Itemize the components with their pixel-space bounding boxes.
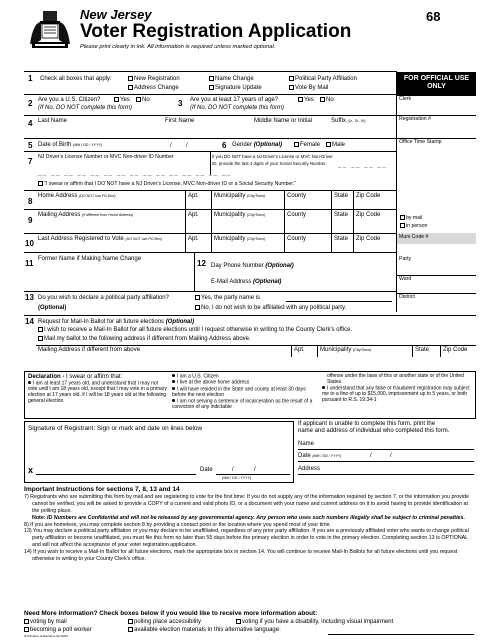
- official-district: District: [399, 294, 415, 300]
- mail-in-alt-address[interactable]: Mail my ballot to the following address if different from Mailing Address above.: [38, 336, 251, 343]
- declaration-col-2: I am a U.S. Citizen I live at the above home address I will have resided in the State and county at least 30 days before the next election I am not serving a sentence of incarceration as the result of a conviction of any indictable: [172, 373, 313, 410]
- mail-in-title: Request for Mail-In Ballot for all future elections (Optional): [38, 319, 195, 325]
- home-county-field[interactable]: County: [287, 193, 307, 199]
- gender-female[interactable]: Female: [294, 142, 320, 149]
- home-muni-field[interactable]: Municipality (City/Town): [214, 193, 266, 199]
- license-label: NJ Driver's License Number or MVC Non-driver ID Number: [38, 154, 174, 160]
- mailing-state-field[interactable]: State: [334, 212, 349, 218]
- ssn-note-1: If you DO NOT have a NJ Driver's License or MVC Non-Driver: [212, 154, 333, 159]
- home-apt-field[interactable]: Apt.: [188, 193, 199, 199]
- citizen-label: Are you a U.S. Citizen?: [38, 97, 101, 103]
- last-apt-field[interactable]: Apt.: [188, 236, 199, 242]
- mail-in-zip-field[interactable]: Zip Code: [443, 347, 468, 353]
- section-7-number: 7: [28, 157, 33, 166]
- helper-note-2: name and address of individual who completed this form.: [298, 428, 450, 434]
- party-no[interactable]: No, I do not wish to be affiliated with any political party.: [195, 305, 346, 312]
- official-registration: Registration #: [399, 116, 432, 122]
- state-seal: [26, 8, 74, 50]
- official-use-title: FOR OFFICIAL USE ONLY: [397, 72, 476, 96]
- gender-field: Gender (Optional): [232, 142, 283, 148]
- party-optional: (Optional): [38, 305, 67, 311]
- middle-name-field[interactable]: Middle Name or Initial: [254, 118, 313, 124]
- section-12-number: 12: [197, 259, 206, 268]
- license-number-field[interactable]: __ __ __ __ __ __ __ __ __ __ __ __ __ __ __: [38, 170, 232, 176]
- dob-field[interactable]: Date of Birth (MM / DD / YYYY): [38, 142, 103, 148]
- mail-in-address-field[interactable]: Mailing Address if different from above: [38, 347, 140, 353]
- section-1-label: Check all boxes that apply:: [40, 76, 112, 82]
- official-ward: Ward: [399, 276, 412, 282]
- home-address-field[interactable]: Home Address (DO NOT use PO Box): [38, 193, 116, 199]
- section-4-number: 4: [28, 119, 33, 128]
- declaration-col-3: offense under the laws of this or another state or of the United States. I understand that any false or fraudulent registration may subject me to a fine of up to $15,000, imprisonment up to 5 years, or both pursuant to R.S. 19:34-1: [322, 373, 470, 403]
- home-zip-field[interactable]: Zip Code: [356, 193, 381, 199]
- form-number: 68: [426, 9, 441, 24]
- option-party-affiliation[interactable]: Political Party Affiliation: [289, 76, 357, 83]
- section-6-number: 6: [222, 141, 227, 150]
- header-instruction: Please print clearly in ink. All information is required unless marked optional.: [80, 44, 276, 50]
- last-county-field[interactable]: County: [287, 236, 307, 242]
- more-info-title: Need More Information? Check boxes below if you would like to receive more information about:: [24, 610, 318, 617]
- section-11-number: 11: [25, 259, 34, 268]
- mailing-apt-field[interactable]: Apt.: [188, 212, 199, 218]
- citizen-note: (If No, DO NOT complete this form): [38, 105, 133, 111]
- age-no[interactable]: No: [320, 97, 334, 104]
- first-name-field[interactable]: First Name: [165, 118, 195, 124]
- official-by-mail[interactable]: by mail: [400, 215, 422, 222]
- info-poll-worker[interactable]: becoming a poll worker: [24, 627, 92, 634]
- option-vote-by-mail[interactable]: Vote By Mail: [289, 85, 328, 92]
- official-in-person[interactable]: in person: [400, 223, 427, 230]
- citizen-no[interactable]: No: [136, 97, 150, 104]
- section-8-number: 8: [28, 197, 33, 206]
- info-alt-language[interactable]: available election materials in this alternative language:: [128, 627, 281, 634]
- signature-date-line[interactable]: [216, 474, 290, 475]
- ssn-field[interactable]: __ __ __ __: [338, 162, 388, 168]
- section-1-number: 1: [28, 74, 33, 83]
- option-address-change[interactable]: Address Change: [128, 85, 179, 92]
- official-muni-code: Muni Code #: [397, 233, 476, 244]
- home-state-field[interactable]: State: [334, 193, 349, 199]
- age-label: Are you at least 17 years of age?: [190, 97, 279, 103]
- mail-in-muni-field[interactable]: Municipality (City/Town): [320, 347, 372, 353]
- age-yes[interactable]: Yes: [298, 97, 314, 104]
- signature-date: Date: [200, 467, 213, 473]
- mail-in-all-elections[interactable]: I wish to receive a Mail-In Ballot for all future elections until I request otherwise in writing to the County Clerk's office.: [38, 327, 352, 334]
- section-10-number: 10: [25, 239, 34, 248]
- mail-in-apt-field[interactable]: Apt.: [294, 347, 305, 353]
- page-title: Voter Registration Application: [80, 21, 352, 42]
- section-9-number: 9: [28, 216, 33, 225]
- official-clerk: Clerk: [399, 96, 412, 102]
- form-footer: NJ Division of Elections 01/12/09: [24, 634, 68, 638]
- last-address-field[interactable]: Last Address Registered to Vote (DO NOT use PO Box): [38, 236, 162, 242]
- last-zip-field[interactable]: Zip Code: [356, 236, 381, 242]
- section-5-number: 5: [28, 141, 33, 150]
- official-party: Party: [399, 256, 412, 262]
- mailing-address-field[interactable]: Mailing Address (If different from Home Address): [38, 212, 134, 218]
- option-name-change[interactable]: Name Change: [209, 76, 254, 83]
- age-note: (If No, DO NOT complete this form): [190, 105, 285, 111]
- party-yes[interactable]: Yes, the party name is: [195, 295, 260, 302]
- former-name-field[interactable]: Former Name if Making Name Change: [38, 256, 142, 262]
- section-3-number: 3: [178, 99, 183, 108]
- email-field[interactable]: E-Mail Address (Optional): [211, 279, 282, 285]
- instructions-body: 7) Registrants who are submitting this form by mail and are registering to vote for the first time: If you do not supply any of the information required by section 7, or the information you provide cannot be verified, you will be asked to provide a COPY of a current and valid photo ID, or a document with your name and current address on it to avoid having to provide identification at the polling place. Note: ID Numbers are Confidential and will not be released by any governmental agency. Any person who uses such numbers illegally shall be subject to criminal penalties. 8) If you are homeless, you may complete section 8 by providing a contact point or the location where you spend most of your time. 13) You may declare a political party affiliation or you may declare to be unaffiliated, regardless of any prior party affiliation. If you are a previously affiliated voter who wants to change political party affiliation or become unaffiliated, you must file this form no later than 55 days before the primary election in order to vote in the primary election. Completing section 13 is OPTIONAL and will not affect the acceptance of your voter registration application. 14) If you wish to receive a Mail-In Ballot for all future elections, mark the appropriate box in section 14. You will continue to receive Mail-In Ballots for all future elections until you request otherwise in writing to your County Clerk's office.: [24, 494, 469, 562]
- mailing-muni-field[interactable]: Municipality (City/Town): [214, 212, 266, 218]
- signature-label: Signature of Registrant: Sign or mark and date on lines below: [28, 425, 203, 432]
- last-muni-field[interactable]: Municipality (City/Town): [214, 236, 266, 242]
- declaration-title: Declaration - I swear or affirm that:: [28, 374, 123, 380]
- signature-date-hint: (MM / DD / YYYY): [222, 476, 252, 480]
- day-phone-field[interactable]: Day Phone Number (Optional): [211, 263, 294, 269]
- info-disability[interactable]: voting if you have a disability, including visual impairment: [236, 619, 393, 626]
- section-2-number: 2: [28, 99, 33, 108]
- section-13-number: 13: [25, 293, 34, 302]
- mail-in-state-field[interactable]: State: [415, 347, 430, 353]
- declaration-col-1: I am at least 17 years old, and understand that I may not vote until I am 18 years old, except that I may vote in a primary election at 17 years old, if I will be 18 years old at the following general election.: [28, 380, 167, 404]
- last-state-field[interactable]: State: [334, 236, 349, 242]
- helper-name-field[interactable]: Name: [298, 441, 315, 447]
- instructions-title: Important Instructions for sections 7, 8, 13 and 14: [24, 486, 180, 493]
- citizen-yes[interactable]: Yes: [114, 97, 130, 104]
- helper-note-1: If applicant is unable to complete this form, print the: [298, 421, 436, 427]
- signature-line[interactable]: [36, 474, 196, 475]
- option-signature-update[interactable]: Signature Update: [209, 85, 262, 92]
- mailing-county-field[interactable]: County: [287, 212, 307, 218]
- no-id-affirmation[interactable]: "I swear or affirm that I DO NOT have a NJ Driver's License, MVC Non-driver ID or a Social Security Number.": [38, 181, 296, 188]
- dob-slash-1: /: [170, 143, 172, 149]
- info-voting-by-mail[interactable]: voting by mail: [24, 619, 67, 626]
- official-time-stamp: Office Time Stamp: [399, 139, 442, 145]
- gender-male[interactable]: Male: [326, 142, 345, 149]
- last-name-field[interactable]: Last Name: [38, 118, 68, 124]
- helper-address-field[interactable]: Address: [298, 466, 321, 472]
- info-polling-accessibility[interactable]: polling place accessibility: [128, 619, 201, 626]
- suffix-field[interactable]: Suffix (Jr., Sr., III): [331, 118, 366, 124]
- header-state: New Jersey: [80, 7, 152, 22]
- section-14-number: 14: [25, 317, 34, 326]
- dob-slash-2: /: [186, 143, 188, 149]
- ssn-note-2: ID, provide the last 4 digits of your Social Security Number.: [212, 161, 327, 166]
- signature-x: x: [28, 465, 34, 475]
- option-new-registration[interactable]: New Registration: [128, 76, 180, 83]
- mailing-zip-field[interactable]: Zip Code: [356, 212, 381, 218]
- party-question: Do you wish to declare a political party affiliation?: [38, 295, 169, 301]
- helper-date-field[interactable]: Date (MM / DD / YYYY): [298, 453, 342, 459]
